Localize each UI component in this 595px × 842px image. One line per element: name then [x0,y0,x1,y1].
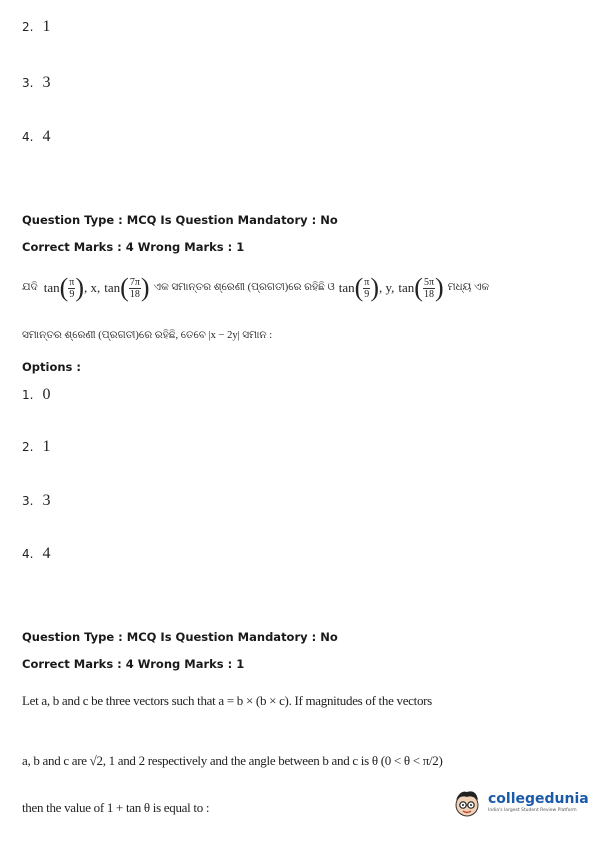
option-row[interactable] [22,384,51,404]
paren-close: ) [140,273,150,302]
odia-text: ମଧ୍ୟ ଏକ [447,282,490,293]
option-number: 4. [22,547,34,561]
odia-text: ଏକ ସମାନ୍ତର ଶ୍ରେଣୀ (ପ୍ରଗତୀ)ରେ ରହିଛି ଓ [153,282,335,293]
option-number: 2. [22,440,34,454]
question-text-line-1 [22,266,489,310]
fraction: $\frac{5\pi}{18}$ [423,276,435,300]
fraction: $\frac{7\pi}{18}$ [129,276,140,300]
option-number: 2. [22,20,34,34]
option-row[interactable] [22,436,51,456]
question-text-line-3: then the value of 1 + tan θ is equal to : [22,800,210,815]
option-value: 4 [42,545,51,562]
question-text-line-1: Let a, b and c be three vectors such that a = b × (b × c). If magnitudes of the vectors [22,693,432,708]
fraction: $\frac{\pi}{9}$ [364,276,370,300]
paren-close: ) [435,273,444,302]
option-number: 3. [22,494,34,508]
tan-label: tan [338,280,355,295]
option-row [22,72,51,92]
options-label: Options : [22,360,81,374]
mascot-icon [450,786,484,820]
paren-open: ( [120,273,129,302]
paren-close: ) [75,273,85,302]
option-number: 1. [22,388,34,402]
option-value: 3 [42,492,51,509]
option-row [22,126,51,146]
option-number: 4. [22,130,34,144]
tan-label: tan [43,280,60,295]
paren-open: ( [354,273,364,302]
option-value: 4 [42,128,51,145]
odia-text: ଯଦି [22,282,38,293]
option-value: 3 [42,74,51,91]
separator-y: , y, [379,280,395,295]
collegedunia-logo [450,786,589,820]
logo-brand: collegedunia [488,791,589,807]
fraction: $\frac{\pi}{9}$ [69,276,75,300]
marks-line: Correct Marks : 4 Wrong Marks : 1 [22,240,245,254]
question-type-line: Question Type : MCQ Is Question Mandatory : No [22,630,338,644]
paren-close: ) [370,273,379,302]
option-value: 0 [42,386,51,403]
tan-label: tan [104,280,121,295]
paren-open: ( [414,273,423,302]
marks-line: Correct Marks : 4 Wrong Marks : 1 [22,657,245,671]
option-number: 3. [22,76,34,90]
option-row[interactable] [22,490,51,510]
option-value: 1 [42,438,51,455]
paren-open: ( [59,273,69,302]
option-row [22,16,51,36]
tan-label: tan [398,280,415,295]
question-text-line-2: ସମାନ୍ତର ଶ୍ରେଣୀ (ପ୍ରଗତୀ)ରେ ରହିଛି, ତେବେ |x − 2y| ସମାନ : [22,330,273,341]
logo-tagline: India's largest Student Review Platform [488,808,577,813]
question-text-line-2: a, b and c are √2, 1 and 2 respectively and the angle between b and c is θ (0 < θ < π/2) [22,753,443,768]
option-row[interactable] [22,543,51,563]
question-type-line: Question Type : MCQ Is Question Mandatory : No [22,213,338,227]
option-value: 1 [42,18,51,35]
separator-x: , x, [84,280,101,295]
